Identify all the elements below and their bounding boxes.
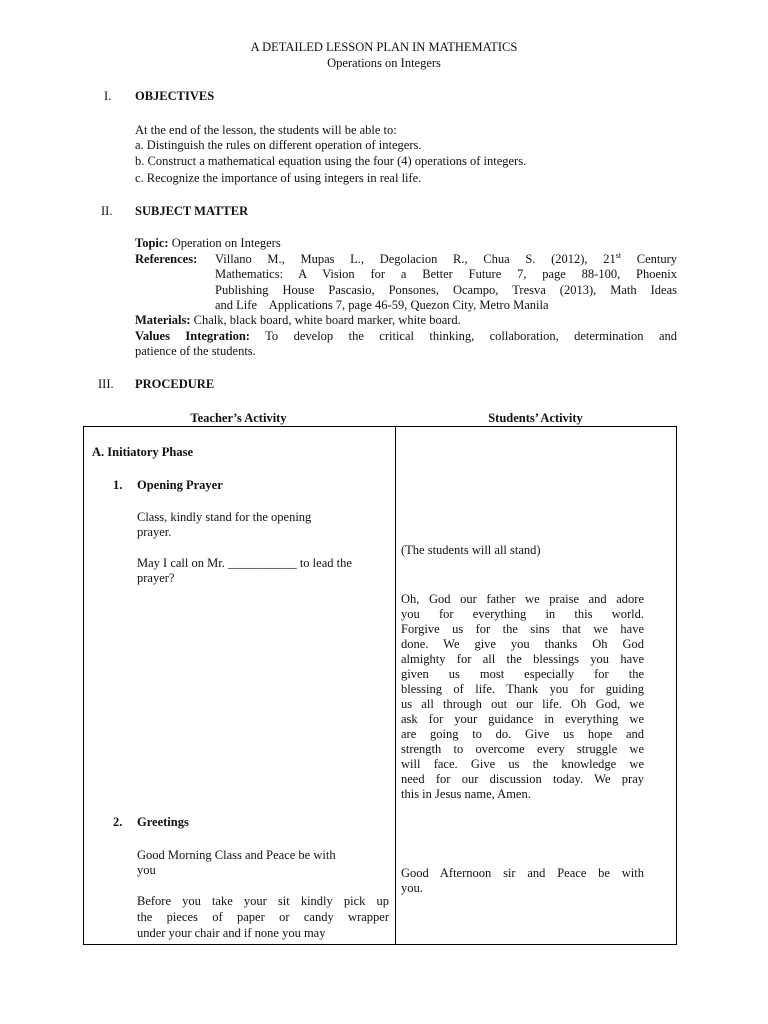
students-stand-text: (The students will all stand) [401,543,541,557]
students-prayer-block [401,592,644,802]
values-line-2: patience of the students. [135,344,256,358]
materials-value: Chalk, black board, white board marker, white board. [193,313,461,327]
objectives-intro: At the end of the lesson, the students will be able to: [135,123,397,137]
teacher-instruction-line-1: Before you take your sit kindly pick up [137,894,389,908]
students-prayer-line: Oh, God our father we praise and adore [401,592,644,606]
references-sup: st [615,250,622,260]
teacher-call-line-1: May I call on Mr. ___________ to lead the [137,556,352,570]
item-2-number: 2. [113,815,123,829]
topic-line [135,236,281,251]
students-greet-line-2: you. [401,881,423,895]
teacher-call-line-2: prayer? [137,571,175,585]
procedure-numeral: III. [98,377,114,391]
references-line-3: Publishing House Pascasio, Ponsones, Ocampo, Tresva (2013), Math Ideas [215,283,677,297]
teacher-prayer-line-1: Class, kindly stand for the opening [137,510,312,524]
materials-label: Materials: [135,313,191,327]
teacher-instruction-line-2: the pieces of paper or candy wrapper [137,910,389,924]
students-prayer-line: given us most especially for the [401,667,644,681]
students-prayer-line: need for our discussion today. We pray [401,772,644,786]
students-prayer-line: will face. Give us the knowledge we [401,757,644,771]
topic-value: Operation on Integers [171,236,281,250]
objective-item-c: c. Recognize the importance of using integers in real life. [135,171,422,185]
students-prayer-line: us all through out our life. Oh God, we [401,697,644,711]
values-label: Values Integration: [135,329,250,343]
references-line-4: and Life Applications 7, page 46-59, Quezon City, Metro Manila [215,298,549,312]
students-prayer-line: Forgive us for the sins that we have [401,622,644,636]
students-greet-line-1: Good Afternoon sir and Peace be with [401,866,644,880]
students-prayer-line: this in Jesus name, Amen. [401,787,531,801]
objective-item-b: b. Construct a mathematical equation using the four (4) operations of integers. [135,154,527,168]
students-prayer-line: done. We give you thanks Oh God [401,637,644,651]
phase-a-heading: A. Initiatory Phase [92,445,194,459]
references-label: References: [135,252,198,266]
references-text-a: Villano M., Mupas L., Degolacion R., Chua S. (2012), 21 [215,252,616,266]
values-line-1 [135,329,677,344]
item-2-heading: Greetings [137,815,189,829]
references-text-b: Century [636,252,678,266]
subject-matter-numeral: II. [101,204,113,218]
values-text-1: To develop the critical thinking, collaboration, determination and [265,329,678,343]
references-line-1 [215,252,677,267]
objectives-heading: OBJECTIVES [135,89,215,103]
objective-item-a: a. Distinguish the rules on different operation of integers. [135,138,422,152]
students-prayer-line: almighty for all the blessings you have [401,652,644,666]
students-prayer-line: strength to overcome every struggle we [401,742,644,756]
references-line-2: Mathematics: A Vision for a Better Future 7, page 88-100, Phoenix [215,267,677,281]
students-prayer-line: you for everything in this world. [401,607,644,621]
students-prayer-line: ask for your guidance in everything we [401,712,644,726]
teacher-instruction-line-3: under your chair and if none you may [137,926,326,940]
teacher-greet-line-1: Good Morning Class and Peace be with [137,848,336,862]
subject-matter-heading: SUBJECT MATTER [135,204,249,218]
document-subtitle: Operations on Integers [327,56,441,70]
students-prayer-line: are going to do. Give us hope and [401,727,644,741]
document-title: A DETAILED LESSON PLAN IN MATHEMATICS [250,40,518,54]
column-header-teacher: Teacher’s Activity [190,411,287,425]
teacher-greet-line-2: you [137,863,156,877]
column-divider [395,427,396,944]
column-header-students: Students’ Activity [488,411,583,425]
topic-label: Topic: [135,236,169,250]
procedure-heading: PROCEDURE [135,377,215,391]
teacher-prayer-line-2: prayer. [137,525,172,539]
objectives-numeral: I. [104,89,112,103]
materials-line [135,313,461,328]
item-1-number: 1. [113,478,123,492]
students-prayer-line: blessing of life. Thank you for guiding [401,682,644,696]
item-1-heading: Opening Prayer [137,478,223,492]
